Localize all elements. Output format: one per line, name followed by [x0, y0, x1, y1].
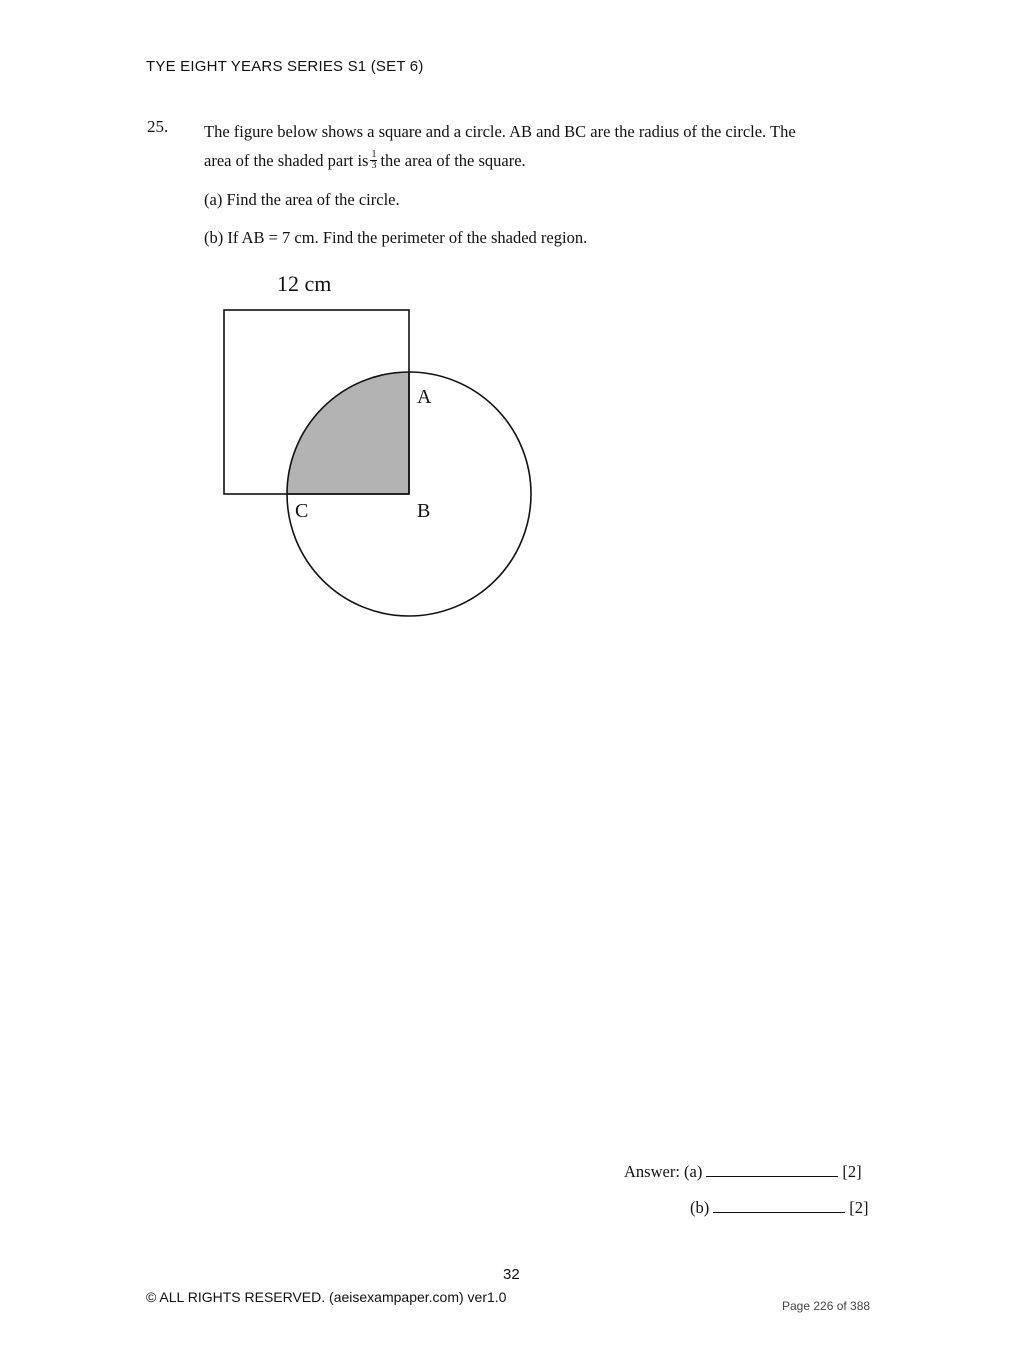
answer-b-label: (b)	[690, 1198, 710, 1217]
answer-b-blank[interactable]	[713, 1198, 845, 1213]
page-count: Page 226 of 388	[782, 1299, 871, 1313]
question-line-2-end: the area of the square.	[380, 151, 526, 170]
document-header: TYE EIGHT YEARS SERIES S1 (SET 6)	[146, 58, 424, 75]
copyright-notice: © ALL RIGHTS RESERVED. (aeisexampaper.com) ver1.0	[146, 1289, 507, 1305]
part-b-text: (b) If AB = 7 cm. Find the perimeter of the shaded region.	[204, 228, 588, 247]
question-number: 25.	[147, 117, 169, 136]
question-line-1: The figure below shows a square and a circle. AB and BC are the radius of the circle. The	[204, 122, 796, 141]
part-a-text: (a) Find the area of the circle.	[204, 190, 400, 209]
answer-prefix: Answer:	[624, 1162, 680, 1181]
label-a: A	[417, 386, 432, 408]
question-line-2-start: area of the shaded part is	[204, 151, 369, 170]
answer-a-marks: [2]	[842, 1162, 862, 1181]
label-c: C	[295, 500, 309, 522]
one-third-fraction	[370, 150, 377, 171]
label-b: B	[417, 500, 431, 522]
answer-a-blank[interactable]	[706, 1162, 838, 1177]
shaded-quarter-region	[287, 372, 409, 494]
answer-b-marks: [2]	[849, 1198, 869, 1217]
question-text	[204, 117, 894, 175]
square-circle-figure	[180, 262, 560, 627]
answer-line-b	[690, 1198, 869, 1218]
side-length-label: 12 cm	[277, 271, 332, 296]
question-line-2	[204, 146, 894, 175]
answer-line-a	[624, 1162, 862, 1182]
fraction-denominator: 3	[371, 159, 377, 171]
fraction-numerator: 1	[371, 148, 377, 160]
page-number: 32	[503, 1266, 520, 1283]
answer-a-label: (a)	[684, 1162, 703, 1181]
